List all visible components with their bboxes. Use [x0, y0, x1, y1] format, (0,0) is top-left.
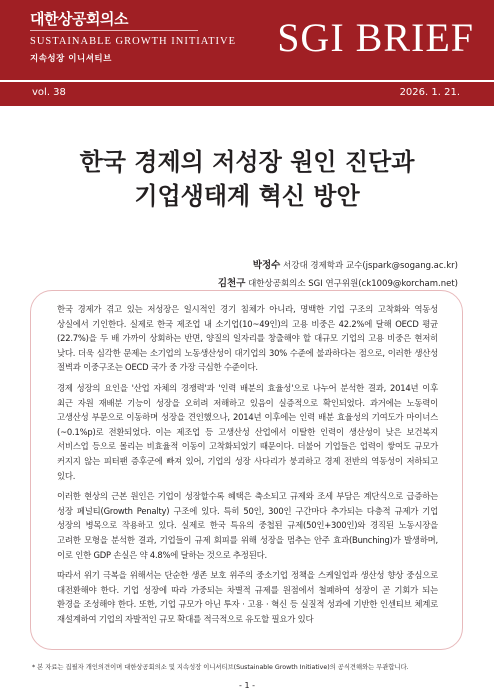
- author-1: [218, 257, 458, 275]
- header-banner: [0, 0, 494, 80]
- org-divider: [30, 30, 198, 31]
- page-number: - 1 -: [239, 681, 255, 690]
- author-name: 김천구: [217, 278, 246, 289]
- author-name: 박정수: [252, 260, 281, 271]
- footnote: * 본 자료는 집필자 개인의견이며 대한상공회의소 및 지속성장 이니셔티브(Sustainable Growth Initiative)의 공식견해와는 무관합니다.: [32, 664, 409, 671]
- org-english-name: SUSTAINABLE GROWTH INITIATIVE: [30, 36, 237, 47]
- volume-number: vol. 38: [32, 87, 66, 98]
- author-block: [218, 257, 458, 293]
- summary-paragraph-1: 한국 경제가 겪고 있는 저성장은 일시적인 경기 침체가 아니라, 명백한 기업 구조의 고착화와 역동성 상실에서 기인한다. 실제로 한국 제조업 내 소기업(10~49인)의 고용 비중은 42.2%에 달해 OECD 평균(22.7%)을 두 배 가까이 상회하는 반면, 양질의 일자리를 창출해야 할 대규모 기업의 고용 비중은 현저히 낮다. 더욱 심각한 문제는 소기업의 노동생산성이 대기업의 30% 수준에 불과하다는 점으로, 이러한 생산성 절벽과 이중구조는 OECD 국가 중 가장 극심한 수준이다.: [57, 304, 438, 373]
- author-affiliation: 서강대 경제학과 교수(jspark@sogang.ac.kr): [283, 261, 458, 271]
- brand-logo-text: SGI BRIEF: [277, 15, 474, 60]
- summary-paragraph-2: 경제 성장의 요인을 '산업 자체의 경쟁력'과 '인력 배분의 효율성'으로 나누어 분석한 결과, 2014년 이후 최근 자원 재배분 기능이 성장을 오히려 저해하고 있음이 실증적으로 확인되었다. 과거에는 노동력이 고생산성 부문으로 이동하며 성장을 견인했으나, 2014년 이후에는 인력 배분 효율성의 기여도가 마이너스(~0.1%p)로 전환되었다. 이는 제조업 등 고생산성 산업에서 이탈한 인력이 생산성이 낮은 보건복지 서비스업 등으로 몰리는 비효율적 이동이 고착화되었기 때문이다. 더불어 기업들은 업력이 쌓여도 규모가 커지지 않는 피터팬 증후군에 빠져 있어, 기업의 성장 사다리가 붕괴하고 경제 전반의 역동성이 저하되고 있다.: [57, 382, 438, 481]
- volume-bar: [0, 82, 494, 106]
- org-korean-name: 대한상공회의소: [30, 10, 128, 28]
- summary-paragraph-3: 이러한 현상의 근본 원인은 기업이 성장할수록 혜택은 축소되고 규제와 조세 부담은 계단식으로 급증하는 성장 페널티(Growth Penalty) 구조에 있다. 특히 50인, 300인 구간마다 추가되는 다층적 규제가 기업 성장의 병목으로 작용하고 있다. 실제로 한국 특유의 중첩된 규제(50인+300인)와 경직된 노동시장을 고려한 모형을 분석한 결과, 기업들이 규제 회피를 위해 성장을 멈추는 안주 효과(Bunching)가 발생하며, 이로 인한 GDP 손실은 약 4.8%에 달하는 것으로 추정된다.: [57, 491, 438, 560]
- org-subtitle: 지속성장 이니셔티브: [30, 54, 112, 64]
- publish-date: 2026. 1. 21.: [399, 87, 460, 98]
- summary-paragraph-4: 따라서 위기 극복을 위해서는 단순한 생존 보호 위주의 중소기업 정책을 스케일업과 생산성 향상 중심으로 대전환해야 한다. 기업 성장에 따라 가중되는 차별적 규제를 원점에서 철폐하여 성장이 곧 기회가 되는 환경을 조성해야 한다. 또한, 기업 규모가 아닌 투자 · 고용 · 혁신 등 실질적 성과에 기반한 인센티브 체계로 재설계하여 기업의 자발적인 규모 확대를 적극적으로 유도할 필요가 있다: [57, 570, 438, 624]
- summary-text: [57, 302, 438, 632]
- title-line-2: 기업생태계 혁신 방안: [134, 182, 360, 210]
- author-affiliation: 대한상공회의소 SGI 연구위원(ck1009@korcham.net): [248, 279, 458, 289]
- document-title: [0, 145, 494, 213]
- title-line-1: 한국 경제의 저성장 원인 진단과: [79, 148, 415, 176]
